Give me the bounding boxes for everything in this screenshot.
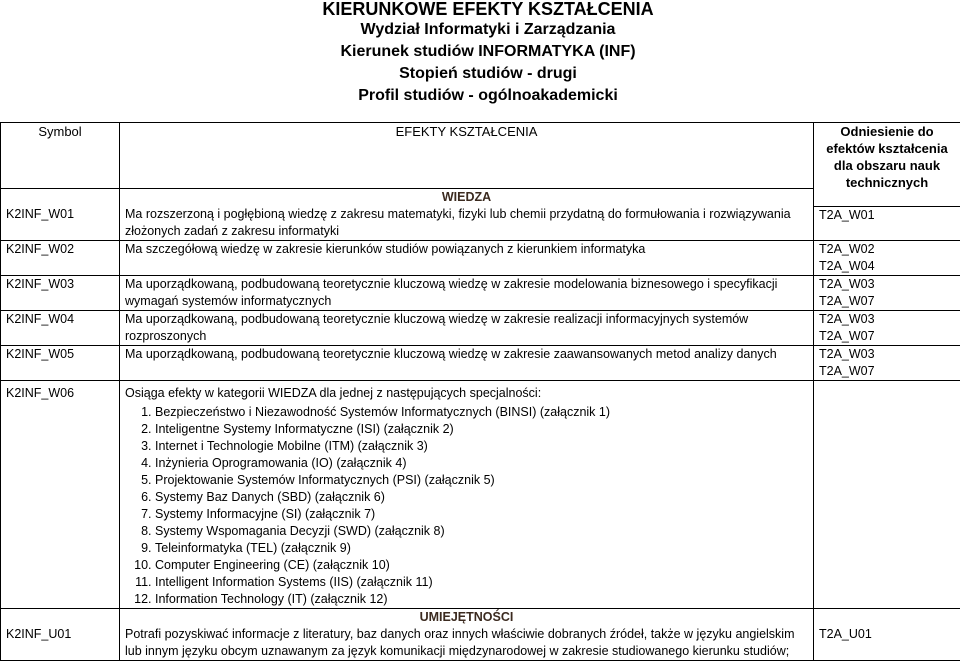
- document-title: KIERUNKOWE EFEKTY KSZTAŁCENIA: [0, 0, 960, 19]
- reference-code: T2A_W07: [819, 328, 955, 345]
- reference-code: T2A_W03: [819, 346, 955, 363]
- row-description: [120, 381, 814, 609]
- row-symbol: K2INF_W03: [1, 276, 120, 311]
- row-symbol: K2INF_W06: [1, 381, 120, 609]
- row-references: [814, 276, 960, 311]
- list-item: 7. Systemy Informacyjne (SI) (załącznik 7): [155, 506, 808, 523]
- list-item: 1. Bezpieczeństwo i Niezawodność Systemów Informatycznych (BINSI) (załącznik 1): [155, 404, 808, 421]
- row-description: Potrafi pozyskiwać informacje z literatury, baz danych oraz innych właściwie dobranych źródeł, także w języku angielskim lub innym języku obcym uznawanym za język komunikacji międzynarodowej w zakresie studiowanego kierunku studiów;: [120, 626, 814, 661]
- row-references: [814, 206, 960, 241]
- table-row: [1, 276, 960, 311]
- column-header-reference: Odniesienie do efektów kształcenia dla obszaru nauk technicznych: [814, 123, 960, 207]
- row-references: [814, 626, 960, 661]
- list-item: 2. Inteligentne Systemy Informatyczne (ISI) (załącznik 2): [155, 421, 808, 438]
- list-item: 9. Teleinformatyka (TEL) (załącznik 9): [155, 540, 808, 557]
- row-references: [814, 346, 960, 381]
- row-symbol: K2INF_U01: [1, 626, 120, 661]
- reference-code: T2A_W07: [819, 363, 955, 380]
- section-row-skills: [1, 609, 960, 627]
- reference-code: T2A_W03: [819, 311, 955, 328]
- list-item: 4. Inżynieria Oprogramowania (IO) (załącznik 4): [155, 455, 808, 472]
- list-item: 5. Projektowanie Systemów Informatycznych (PSI) (załącznik 5): [155, 472, 808, 489]
- list-item: 3. Internet i Technologie Mobilne (ITM) (załącznik 3): [155, 438, 808, 455]
- study-profile: Profil studiów - ogólnoakademicki: [0, 85, 960, 107]
- list-item: 8. Systemy Wspomagania Decyzji (SWD) (załącznik 8): [155, 523, 808, 540]
- document-header: [0, 0, 960, 107]
- list-item: 10. Computer Engineering (CE) (załącznik 10): [155, 557, 808, 574]
- field-of-study: Kierunek studiów INFORMATYKA (INF): [0, 41, 960, 63]
- reference-code: T2A_W07: [819, 293, 955, 310]
- row-symbol: K2INF_W05: [1, 346, 120, 381]
- list-item: 12. Information Technology (IT) (załącznik 12): [155, 591, 808, 608]
- row-references: [814, 381, 960, 609]
- table-row: [1, 206, 960, 241]
- table-row: [1, 241, 960, 276]
- reference-code: T2A_W04: [819, 258, 955, 275]
- table-header-row: [1, 123, 960, 189]
- row-references: [814, 311, 960, 346]
- row-description: Ma uporządkowaną, podbudowaną teoretycznie kluczową wiedzę w zakresie modelowania biznesowego i specyfikacji wymagań systemów informatycznych: [120, 276, 814, 311]
- learning-outcomes-table: [0, 122, 960, 661]
- reference-code: T2A_W03: [819, 276, 955, 293]
- row-references: [814, 241, 960, 276]
- table-row: [1, 381, 960, 609]
- list-item: 11. Intelligent Information Systems (IIS) (załącznik 11): [155, 574, 808, 591]
- column-header-symbol: Symbol: [1, 123, 120, 189]
- column-header-effects: EFEKTY KSZTAŁCENIA: [120, 123, 814, 189]
- reference-code: T2A_W02: [819, 241, 955, 258]
- faculty-name: Wydział Informatyki i Zarządzania: [0, 19, 960, 41]
- row-description: Ma uporządkowaną, podbudowaną teoretycznie kluczową wiedzę w zakresie zaawansowanych metod analizy danych: [120, 346, 814, 381]
- section-title-knowledge: WIEDZA: [120, 189, 814, 207]
- specialization-intro: Osiąga efekty w kategorii WIEDZA dla jednej z następujących specjalności:: [125, 385, 808, 402]
- row-symbol: K2INF_W01: [1, 206, 120, 241]
- reference-code: T2A_W01: [819, 207, 955, 224]
- table-row: [1, 346, 960, 381]
- table-row: [1, 311, 960, 346]
- list-item: 6. Systemy Baz Danych (SBD) (załącznik 6): [155, 489, 808, 506]
- specialization-list: [125, 404, 808, 608]
- row-description: Ma szczegółową wiedzę w zakresie kierunków studiów powiązanych z kierunkiem informatyka: [120, 241, 814, 276]
- row-symbol: K2INF_W04: [1, 311, 120, 346]
- row-description: Ma rozszerzoną i pogłębioną wiedzę z zakresu matematyki, fizyki lub chemii przydatną do formułowania i rozwiązywania złożonych zadań z zakresu informatyki: [120, 206, 814, 241]
- table-row: [1, 626, 960, 661]
- row-symbol: K2INF_W02: [1, 241, 120, 276]
- row-description: Ma uporządkowaną, podbudowaną teoretycznie kluczową wiedzę w zakresie realizacji informacyjnych systemów rozproszonych: [120, 311, 814, 346]
- study-level: Stopień studiów - drugi: [0, 63, 960, 85]
- reference-code: T2A_U01: [819, 626, 955, 643]
- section-title-skills: UMIEJĘTNOŚCI: [120, 609, 814, 627]
